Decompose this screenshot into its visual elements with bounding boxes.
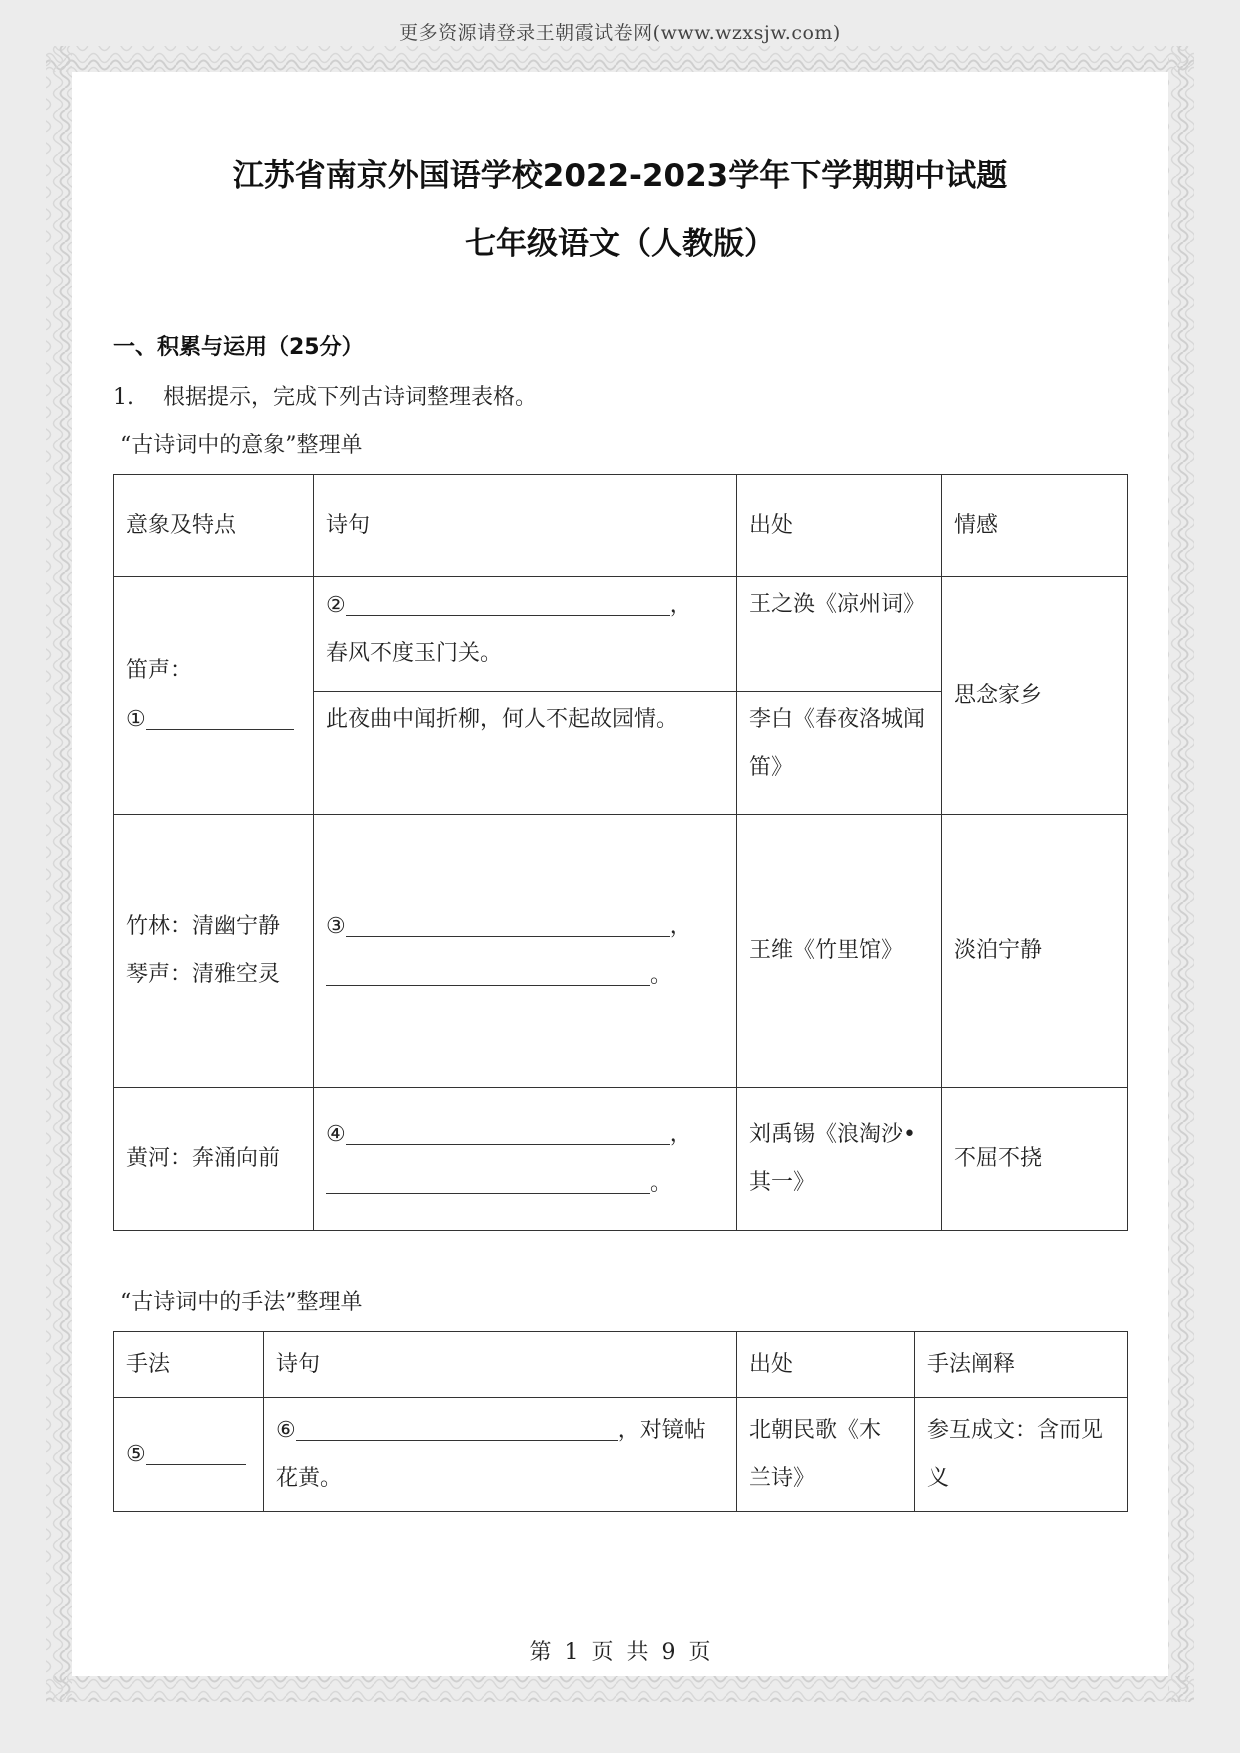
- header-cell: 情感: [942, 475, 1128, 577]
- header-cell: 手法: [114, 1332, 264, 1398]
- blank-marker: ③: [326, 914, 346, 939]
- answer-blank-2[interactable]: [346, 581, 670, 616]
- exam-title: 江苏省南京外国语学校2022-2023学年下学期期中试题: [232, 158, 1008, 194]
- header-cell: 手法阐释: [915, 1332, 1128, 1398]
- answer-blank-3a[interactable]: [346, 902, 670, 937]
- punctuation: ，: [669, 1122, 692, 1147]
- table2-caption: “古诗词中的手法”整理单: [120, 1290, 363, 1315]
- site-header: 更多资源请登录王朝霞试卷网(www.wzxsjw.com): [399, 22, 841, 44]
- imagery-table: [113, 474, 1128, 1231]
- table-row: [114, 815, 1128, 1088]
- blank-marker: ④: [326, 1122, 346, 1147]
- technique-cell[interactable]: [114, 1398, 264, 1512]
- header-cell: 意象及特点: [114, 475, 314, 577]
- imagery-blank-field[interactable]: [126, 695, 301, 744]
- verse-cell: [314, 1088, 737, 1231]
- exam-subtitle: 七年级语文（人教版）: [465, 226, 775, 262]
- table-row: [114, 577, 1128, 692]
- header-cell: 出处: [737, 1332, 915, 1398]
- source-cell: 刘禹锡《浪淘沙•其一》: [737, 1088, 942, 1231]
- source-cell: 李白《春夜洛城闻笛》: [737, 692, 942, 815]
- page-footer: 第 1 页 共 9 页: [529, 1640, 711, 1665]
- imagery-cell: [114, 815, 314, 1088]
- header-cell: 出处: [737, 475, 942, 577]
- emotion-cell: 思念家乡: [942, 577, 1128, 815]
- answer-blank-5[interactable]: [146, 1430, 246, 1465]
- question-text: 根据提示，完成下列古诗词整理表格。: [163, 385, 538, 410]
- header-cell: 诗句: [264, 1332, 737, 1398]
- punctuation: 。: [650, 963, 673, 988]
- punctuation: ，: [669, 593, 692, 618]
- table-row: [114, 1088, 1128, 1231]
- verse-cell: [264, 1398, 737, 1512]
- imagery-cell: 黄河：奔涌向前: [114, 1088, 314, 1231]
- answer-blank-6[interactable]: [296, 1406, 618, 1441]
- blank-marker: ⑤: [126, 1442, 146, 1467]
- emotion-cell: 不屈不挠: [942, 1088, 1128, 1231]
- imagery-text: 琴声：清雅空灵: [126, 962, 281, 987]
- blank-marker: ⑥: [276, 1418, 296, 1443]
- answer-blank-1[interactable]: [146, 695, 294, 730]
- imagery-cell: [114, 577, 314, 815]
- question-1: [113, 380, 537, 411]
- punctuation: ，: [669, 914, 692, 939]
- section-heading: 一、积累与运用（25分）: [113, 335, 364, 360]
- punctuation: 。: [650, 1171, 673, 1196]
- source-cell: 王之涣《凉州词》: [737, 577, 942, 692]
- explanation-cell: 参互成文：含而见义: [915, 1398, 1128, 1512]
- table-header-row: [114, 475, 1128, 577]
- imagery-label: 笛声：: [126, 658, 193, 683]
- blank-marker: ①: [126, 707, 146, 732]
- verse-cell: [314, 577, 737, 692]
- source-cell: 北朝民歌《木兰诗》: [737, 1398, 915, 1512]
- header-cell: 诗句: [314, 475, 737, 577]
- verse-text: ，对镜帖花黄。: [276, 1418, 706, 1491]
- answer-blank-4b[interactable]: [326, 1159, 650, 1194]
- table-header-row: [114, 1332, 1128, 1398]
- answer-blank-3b[interactable]: [326, 951, 650, 986]
- table-row: [114, 1398, 1128, 1512]
- table1-caption: “古诗词中的意象”整理单: [120, 433, 363, 458]
- answer-blank-4a[interactable]: [346, 1110, 670, 1145]
- technique-table: [113, 1331, 1128, 1512]
- verse-text: 春风不度玉门关。: [326, 641, 503, 666]
- verse-cell: [314, 815, 737, 1088]
- emotion-cell: 淡泊宁静: [942, 815, 1128, 1088]
- blank-marker: ②: [326, 593, 346, 618]
- imagery-text: 竹林：清幽宁静: [126, 914, 281, 939]
- source-cell: 王维《竹里馆》: [737, 815, 942, 1088]
- verse-cell: 此夜曲中闻折柳，何人不起故园情。: [314, 692, 737, 815]
- question-number: 1.: [113, 385, 134, 410]
